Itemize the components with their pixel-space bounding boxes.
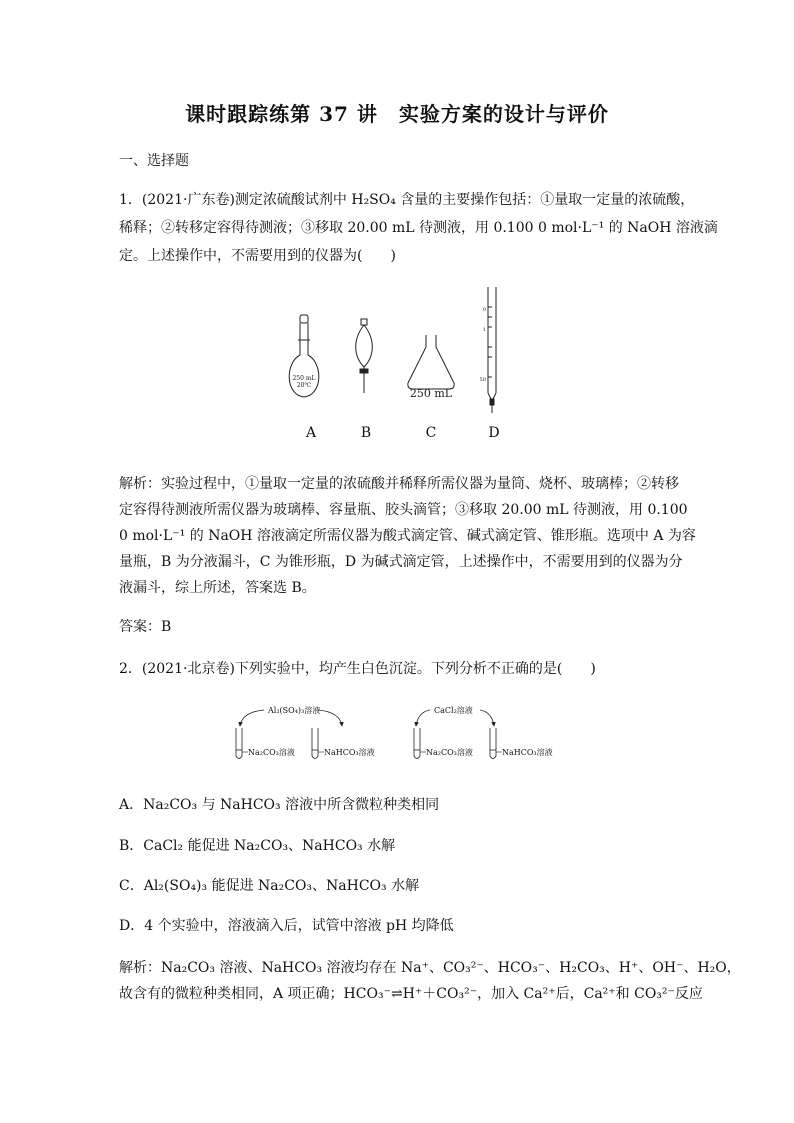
volumetric-flask-icon (289, 315, 319, 397)
label-b: B (360, 425, 372, 441)
svg-text:20℃: 20℃ (296, 382, 312, 389)
analysis-1-line-4: 量瓶，B 为分液漏斗，C 为锥形瓶，D 为碱式滴定管，上述操作中，不需要用到的仪器为分 (119, 554, 683, 570)
answer-1: 答案：B (119, 619, 172, 635)
option-b: B．CaCl₂ 能促进 Na₂CO₃、NaHCO₃ 水解 (119, 838, 396, 854)
separatory-funnel-icon (356, 319, 373, 393)
burette-icon (480, 287, 496, 413)
analysis-2-line-2: 故含有的微粒种类相同，A 项正确；HCO₃⁻⇌H⁺＋CO₃²⁻，加入 Ca²⁺后，Ca²⁺和 CO₃²⁻反应 (119, 986, 703, 1002)
label-a: A (305, 425, 317, 441)
tube-label-2: NaHCO₃溶液 (324, 748, 375, 757)
svg-text:0: 0 (482, 307, 486, 313)
test-tube-icon (490, 728, 496, 759)
test-tube-figure (228, 700, 578, 770)
reagent-left-label: Al₂(SO₄)₃溶液 (268, 706, 321, 715)
tube-label-1: Na₂CO₃溶液 (248, 748, 295, 757)
svg-text:250 mL: 250 mL (292, 375, 316, 382)
question-1-line-2: 稀释；②转移定容得待测液；③移取 20.00 mL 待测液，用 0.100 0 mol·L⁻¹ 的 NaOH 溶液滴 (119, 220, 718, 236)
question-1-line-3: 定。上述操作中，不需要用到的仪器为( ) (119, 248, 396, 264)
option-c: C．Al₂(SO₄)₃ 能促进 Na₂CO₃、NaHCO₃ 水解 (119, 878, 420, 894)
svg-text:50: 50 (479, 377, 486, 383)
analysis-1-line-5: 液漏斗，综上所述，答案选 B。 (119, 580, 316, 596)
svg-text:250 mL: 250 mL (409, 387, 453, 400)
svg-text:1: 1 (482, 327, 486, 333)
test-tube-drawing (228, 700, 578, 770)
option-d: D．4 个实验中，溶液滴入后，试管中溶液 pH 均降低 (119, 918, 454, 934)
question-1-line-1: 1．(2021·广东卷)测定浓硫酸试剂中 H₂SO₄ 含量的主要操作包括：①量取一定量的浓硫酸， (119, 192, 695, 208)
analysis-2-line-1: 解析：Na₂CO₃ 溶液、NaHCO₃ 溶液均存在 Na⁺、CO₃²⁻、HCO₃⁻、H₂CO₃、H⁺、OH⁻、H₂O， (119, 960, 741, 976)
test-tube-icon (414, 728, 420, 759)
reagent-right-label: CaCl₂溶液 (434, 706, 473, 715)
tube-label-3: Na₂CO₃溶液 (426, 748, 473, 757)
tube-label-4: NaHCO₃溶液 (502, 748, 553, 757)
glassware-figure (280, 285, 520, 445)
erlenmeyer-flask-icon (408, 335, 454, 400)
analysis-1-line-1: 解析：实验过程中，①量取一定量的浓硫酸并稀释所需仪器为量筒、烧杯、玻璃棒；②转移 (119, 476, 679, 492)
label-d: D (488, 425, 500, 441)
test-tube-icon (236, 728, 242, 759)
label-c: C (425, 425, 437, 441)
analysis-1-line-2: 定容得待测液所需仪器为玻璃棒、容量瓶、胶头滴管；③移取 20.00 mL 待测液，用 0.100 (119, 502, 688, 518)
glassware-drawing (280, 285, 520, 445)
question-2-line-1: 2．(2021·北京卷)下列实验中，均产生白色沉淀。下列分析不正确的是( ) (119, 661, 596, 677)
page-title: 课时跟踪练第 37 讲 实验方案的设计与评价 (185, 102, 609, 126)
analysis-1-line-3: 0 mol·L⁻¹ 的 NaOH 溶液滴定所需仪器为酸式滴定管、碱式滴定管、锥形瓶。选项中 A 为容 (119, 528, 696, 544)
option-a: A．Na₂CO₃ 与 NaHCO₃ 溶液中所含微粒种类相同 (119, 797, 440, 813)
test-tube-icon (312, 728, 318, 759)
section-heading: 一、选择题 (119, 153, 189, 169)
